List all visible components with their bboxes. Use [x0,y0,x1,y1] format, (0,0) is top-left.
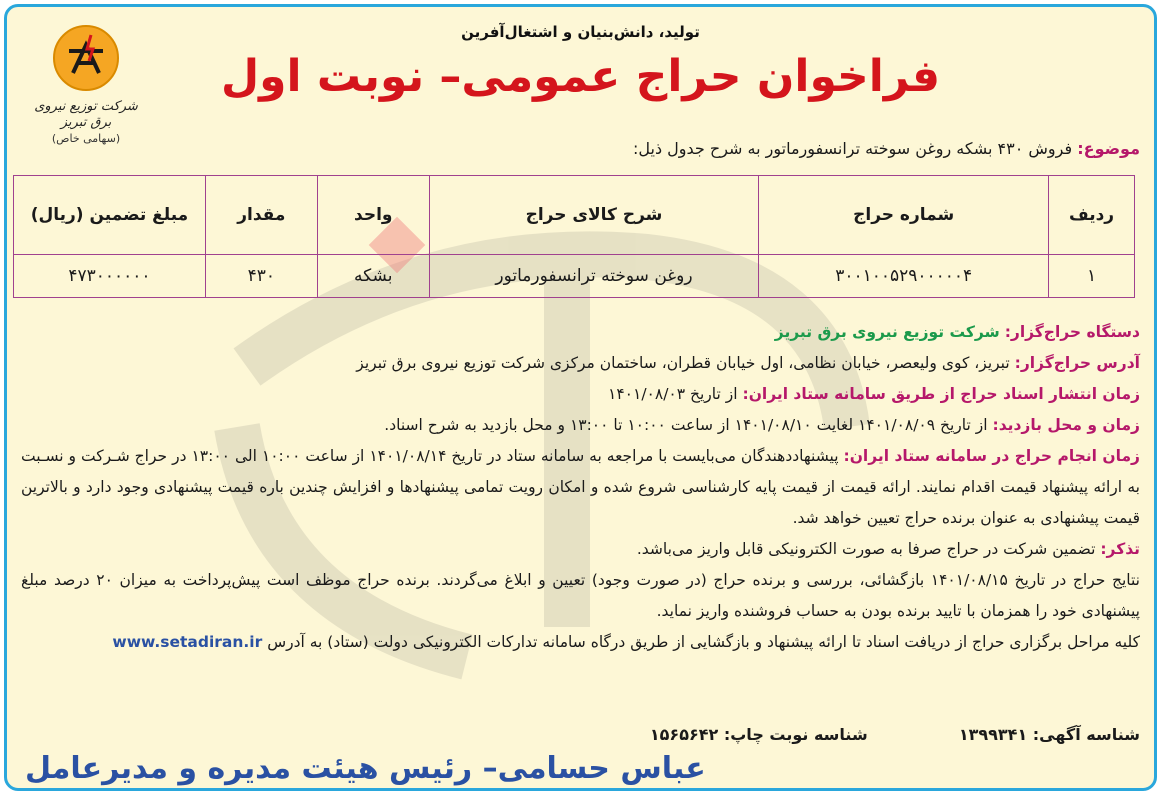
publish-label: زمان انتشار اسناد حراج از طریق سامانه ستاد ایران: [742,385,1140,403]
table-header-row [14,176,1135,255]
visit-line [21,410,1140,441]
results-paragraph: نتایج حراج در تاریخ ۱۴۰۱/۰۸/۱۵ بازگشائی، بررسی و برنده حراج (در صورت وجود) تعیین و ابلاغ می‌گردند. برنده حراج موظف است پیش‌پرداخت به میزان ۲۰ درصد مبلغ پیشنهادی خود را همزمان با تایید برنده بودن به حساب فروشنده واریز نماید. [21,571,1140,620]
cell-quantity: ۴۳۰ [205,255,317,298]
print-id-label: شناسه نوبت چاپ: [723,725,868,744]
header-row-number: ردیف [1049,176,1135,255]
auctioneer-line [21,317,1140,348]
table-row [14,255,1135,298]
cell-unit: بشکه [317,255,429,298]
logo-company-name: شرکت توزیع نیروی برق تبریز [34,99,138,131]
header-unit: واحد [317,176,429,255]
print-id-value: ۱۵۶۵۶۴۲ [649,725,719,744]
page-title: فراخوان حراج عمومی– نوبت اول [220,51,941,102]
ad-id-value: ۱۳۹۹۳۴۱ [958,725,1028,744]
auction-table [13,175,1135,298]
process-paragraph [21,627,1140,658]
auctioneer-value: شرکت توزیع نیروی برق تبریز [774,323,1000,341]
tagline: تولید، دانش‌بنیان و اشتغال‌آفرین [461,23,700,41]
logo-company-type: (سهامی خاص) [51,131,121,145]
cell-auction-number: ۳۰۰۱۰۰۵۲۹۰۰۰۰۰۴ [759,255,1049,298]
process-text: کلیه مراحل برگزاری حراج از دریافت اسناد تا ارائه پیشنهاد و بازگشایی از طریق درگاه سامانه تدارکات الکترونیکی دولت (ستاد) به آدرس [267,633,1140,651]
cell-item-description: روغن سوخته ترانسفورماتور [429,255,759,298]
website-link[interactable]: www.setadiran.ir [112,633,263,651]
ad-id-label: شناسه آگهی: [1032,725,1140,744]
cell-row-number: ۱ [1049,255,1135,298]
header-item-description: شرح کالای حراج [429,176,759,255]
publish-value: از تاریخ ۱۴۰۱/۰۸/۰۳ [608,385,738,403]
advertisement-frame [4,4,1157,791]
conduct-paragraph [21,441,1140,534]
header-quantity: مقدار [205,176,317,255]
subject-line [633,139,1140,159]
header-auction-number: شماره حراج [759,176,1049,255]
visit-value: از تاریخ ۱۴۰۱/۰۸/۰۹ لغایت ۱۴۰۱/۰۸/۱۰ از ساعت ۱۰:۰۰ تا ۱۳:۰۰ و محل بازدید به شرح اسناد. [384,416,988,434]
address-label: آدرس حراج‌گزار: [1014,354,1140,372]
publish-line [21,379,1140,410]
conduct-value: پیشنهاددهندگان می‌بایست با مراجعه به سامانه ستاد در تاریخ ۱۴۰۱/۰۸/۱۴ از ساعت ۱۰:۰۰ الی ۱۳:۰۰ در حراج شـرکت و نسـبت به ارائه پیشنهاد قیمت اقدام نمایند. ارائه قیمت از قیمت پایه کارشناسی شروع شده و امکان رویت تمامی پیشنهادها و افزایش چندین باره قیمت پیشنهادی وجود دارد و بالاترین قیمت پیشنهادی به عنوان برنده حراج تعیین خواهد شد. [21,447,1140,527]
address-line [21,348,1140,379]
subject-text: فروش ۴۳۰ بشکه روغن سوخته ترانسفورماتور به شرح جدول ذیل: [632,139,1073,158]
note-label: تذکر: [1100,540,1140,558]
cell-guarantee-amount: ۴۷۳۰۰۰۰۰۰ [14,255,206,298]
conduct-label: زمان انجام حراج در سامانه ستاد ایران: [843,447,1140,465]
signature: عباس حسامی– رئیس هیئت مدیره و مدیرعامل [25,751,706,786]
note-value: تضمین شرکت در حراج صرفا به صورت الکترونیکی قابل واریز می‌باشد. [636,540,1096,558]
auctioneer-label: دستگاه حراج‌گزار: [1004,323,1140,341]
details-section [21,317,1140,658]
header-guarantee-amount: مبلغ تضمین (ریال) [14,176,206,255]
subject-label: موضوع: [1077,139,1140,158]
identifiers-line [21,725,1140,744]
address-value: تبریز، کوی ولیعصر، خیابان نظامی، اول خیابان قطران، ساختمان مرکزی شرکت توزیع نیروی برق تبریز [356,354,1010,372]
note-line [21,534,1140,565]
visit-label: زمان و محل بازدید: [992,416,1140,434]
